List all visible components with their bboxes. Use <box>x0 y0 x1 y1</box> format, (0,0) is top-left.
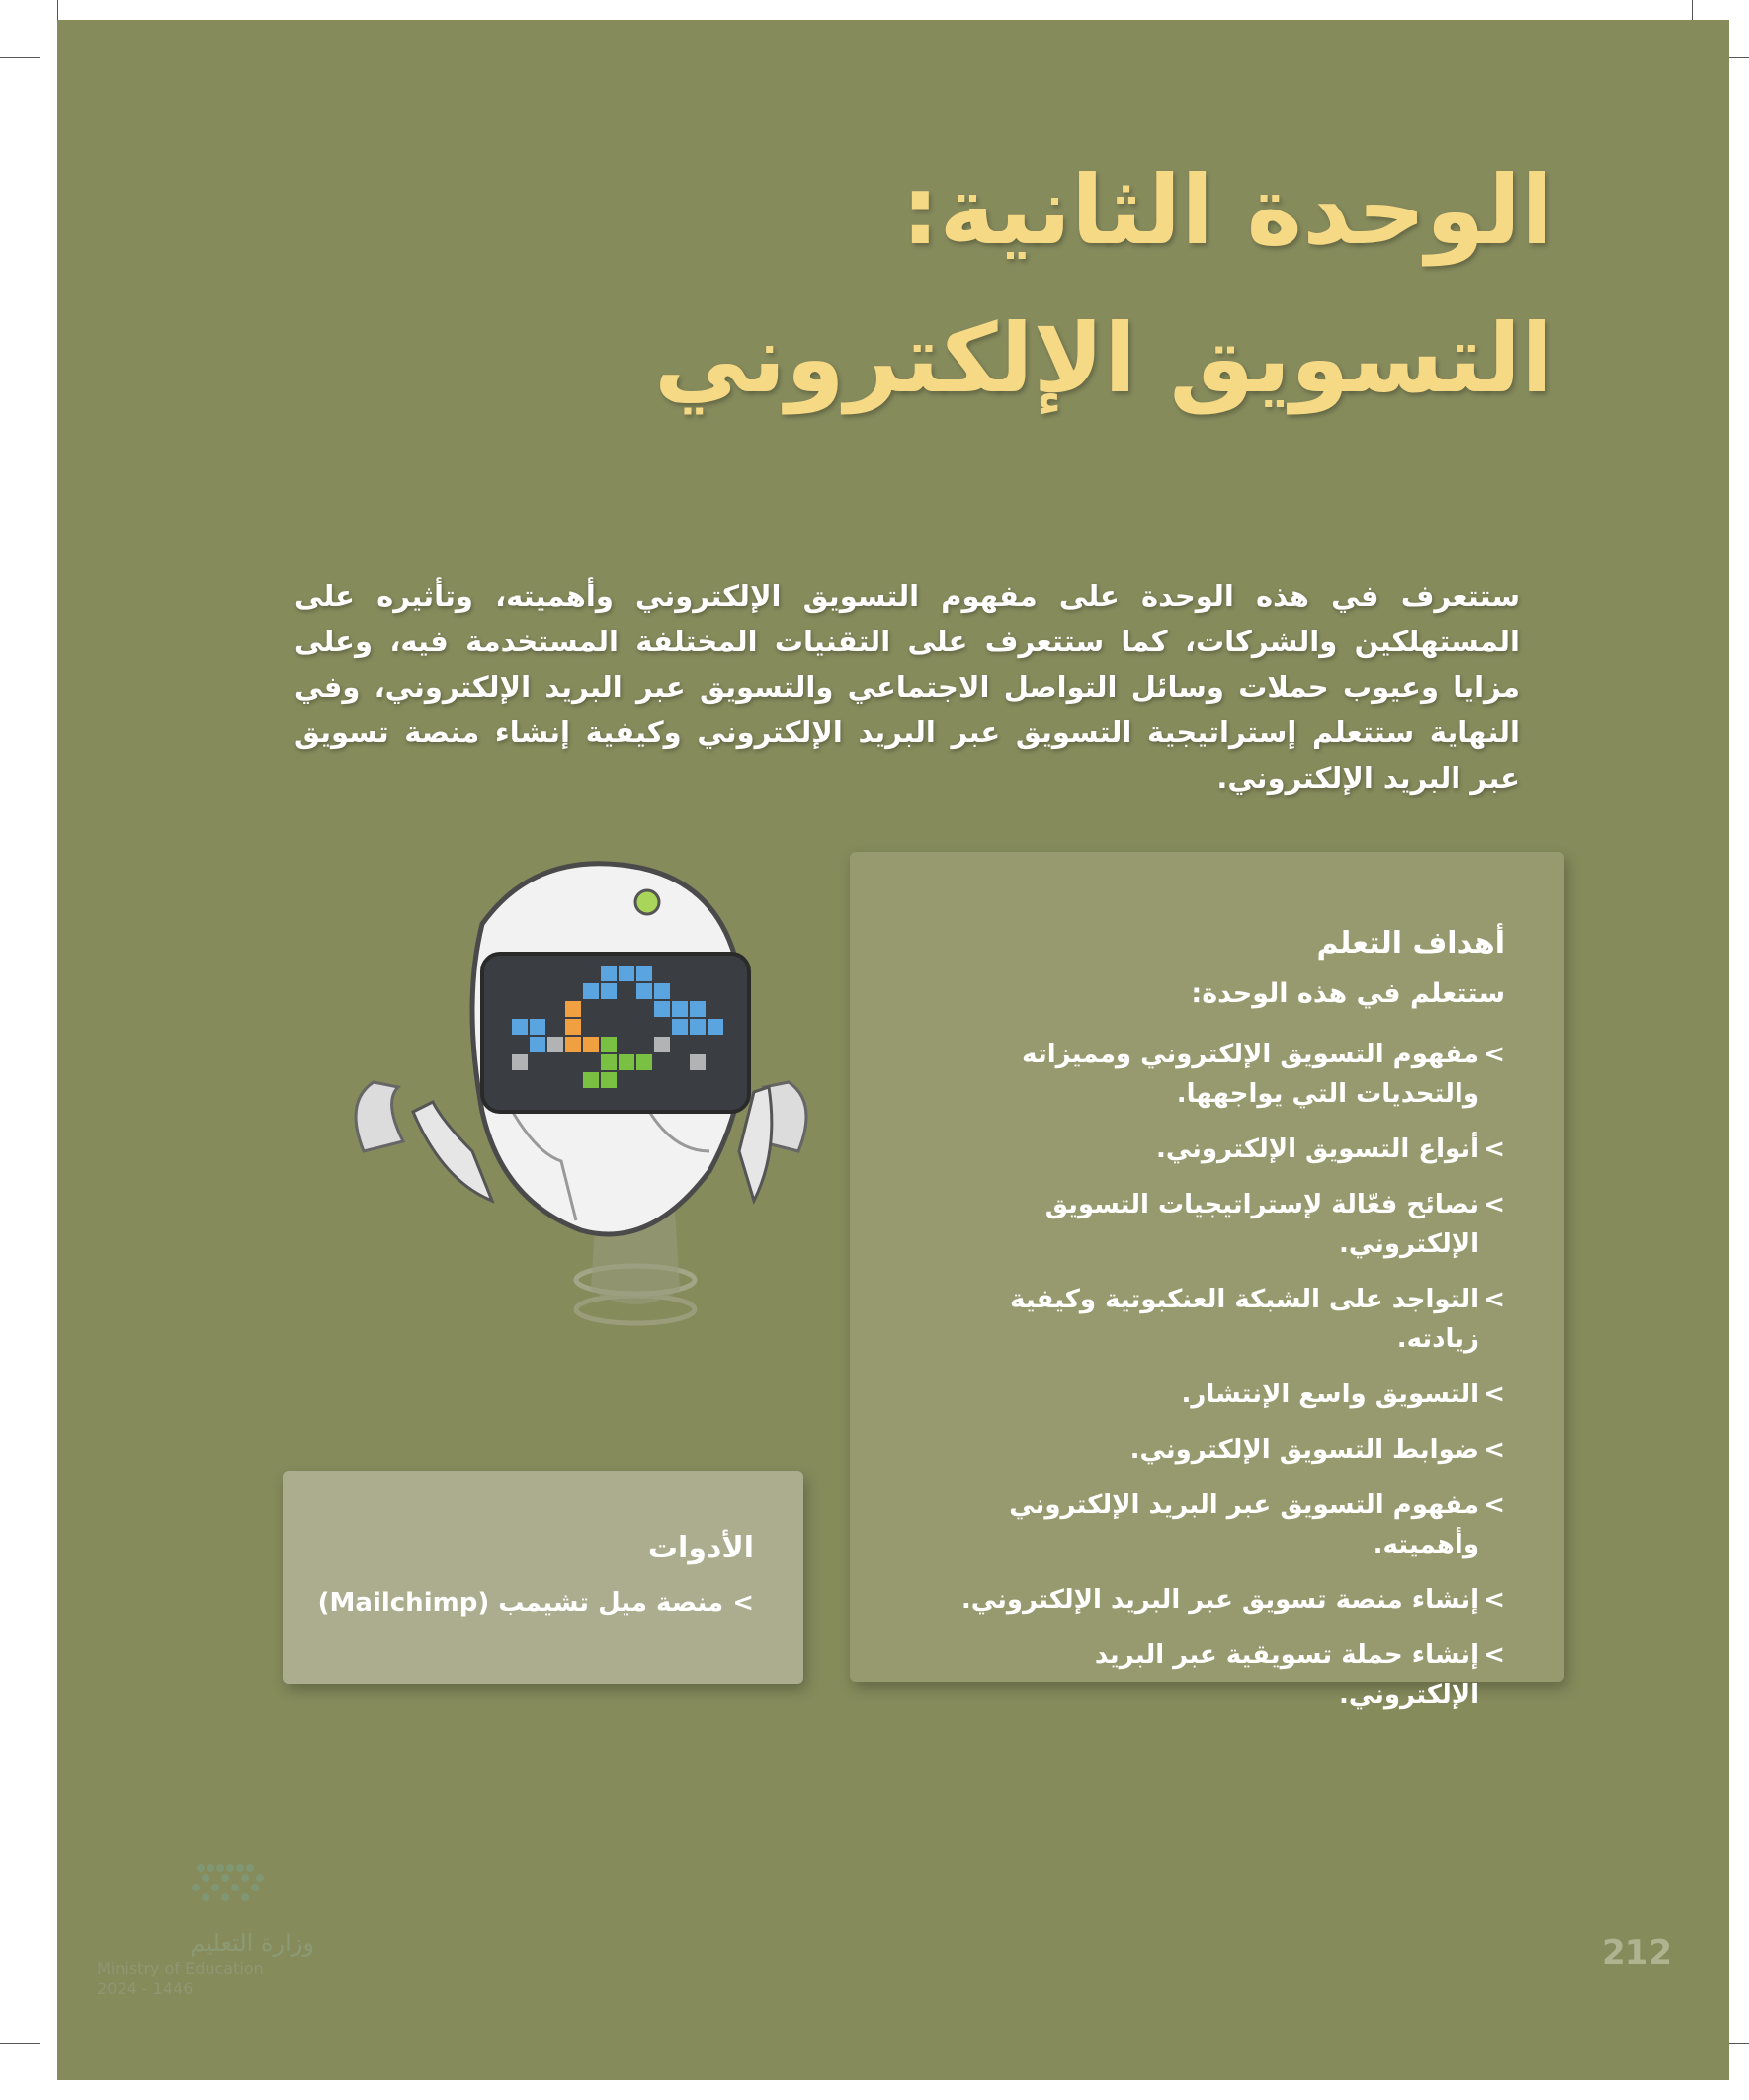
bullet-icon: > <box>1483 1585 1505 1615</box>
list-item: > أنواع التسويق الإلكتروني. <box>952 1130 1505 1169</box>
list-item: > ضوابط التسويق الإلكتروني. <box>952 1430 1505 1470</box>
ministry-logo-icon <box>97 1858 275 1917</box>
tools-box <box>283 1471 803 1684</box>
crop-mark <box>1692 0 1693 20</box>
bullet-icon: > <box>1483 1190 1505 1219</box>
learning-goals-title: أهداف التعلم <box>1316 926 1505 961</box>
bullet-icon: > <box>1483 1380 1505 1409</box>
tools-title: الأدوات <box>647 1531 754 1565</box>
learning-goals-subtitle: ستتعلم في هذه الوحدة: <box>1191 978 1505 1009</box>
page <box>57 20 1729 2080</box>
robot-illustration <box>304 855 858 1373</box>
bullet-icon: > <box>1483 1285 1505 1314</box>
intro-paragraph: ستتعرف في هذه الوحدة على مفهوم التسويق الإلكتروني وأهميته، وتأثيره على المستهلكين والشركات، كما ستتعرف على التقنيات المختلفة المستخدمة فيه، وعلى مزايا وعيوب حملات وسائل التواصل الاجتماعي والتسويق عبر البريد الإلكتروني، وفي النهاية ستتعلم إستراتيجية التسويق عبر البريد الإلكتروني وكيفية إنشاء منصة تسويق عبر البريد الإلكتروني. <box>294 579 1520 795</box>
list-item: > نصائح فعّالة لإستراتيجيات التسويق الإلكتروني. <box>952 1185 1505 1264</box>
bullet-icon: > <box>1483 1490 1505 1520</box>
crop-mark <box>0 2043 40 2044</box>
unit-title-line2: التسويق الإلكتروني <box>653 303 1553 414</box>
ministry-logo-english: Ministry of Education <box>97 1959 264 1977</box>
list-item: > التواجد على الشبكة العنكبوتية وكيفية زيادته. <box>952 1280 1505 1359</box>
learning-goals-box <box>850 852 1564 1710</box>
crop-mark <box>57 0 58 20</box>
bullet-icon: > <box>1483 1435 1505 1465</box>
list-item: > التسويق واسع الإنتشار. <box>952 1375 1505 1414</box>
ministry-logo-arabic: وزارة التعليم <box>190 1929 314 1957</box>
unit-title <box>466 136 1553 433</box>
page-number: 212 <box>1602 1933 1672 1973</box>
list-item: > إنشاء منصة تسويق عبر البريد الإلكتروني. <box>952 1580 1505 1620</box>
learning-goals-list <box>952 1035 1505 1730</box>
tools-item: > منصة ميل تشيمب (Mailchimp) <box>317 1588 754 1618</box>
bullet-icon: > <box>1483 1134 1505 1164</box>
crop-mark <box>0 57 40 58</box>
list-item: > مفهوم التسويق عبر البريد الإلكتروني وأهميته. <box>952 1485 1505 1564</box>
ministry-logo <box>97 1858 314 1998</box>
list-item: > مفهوم التسويق الإلكتروني ومميزاته والتحديات التي يواجهها. <box>952 1035 1505 1114</box>
bullet-icon: > <box>1483 1640 1505 1670</box>
bullet-icon: > <box>1483 1040 1505 1069</box>
robot-icon <box>304 855 858 1369</box>
unit-title-line1: الوحدة الثانية: <box>901 155 1553 266</box>
ministry-logo-year: 2024 - 1446 <box>97 1979 194 1998</box>
list-item: > إنشاء حملة تسويقية عبر البريد الإلكتروني. <box>952 1636 1505 1715</box>
